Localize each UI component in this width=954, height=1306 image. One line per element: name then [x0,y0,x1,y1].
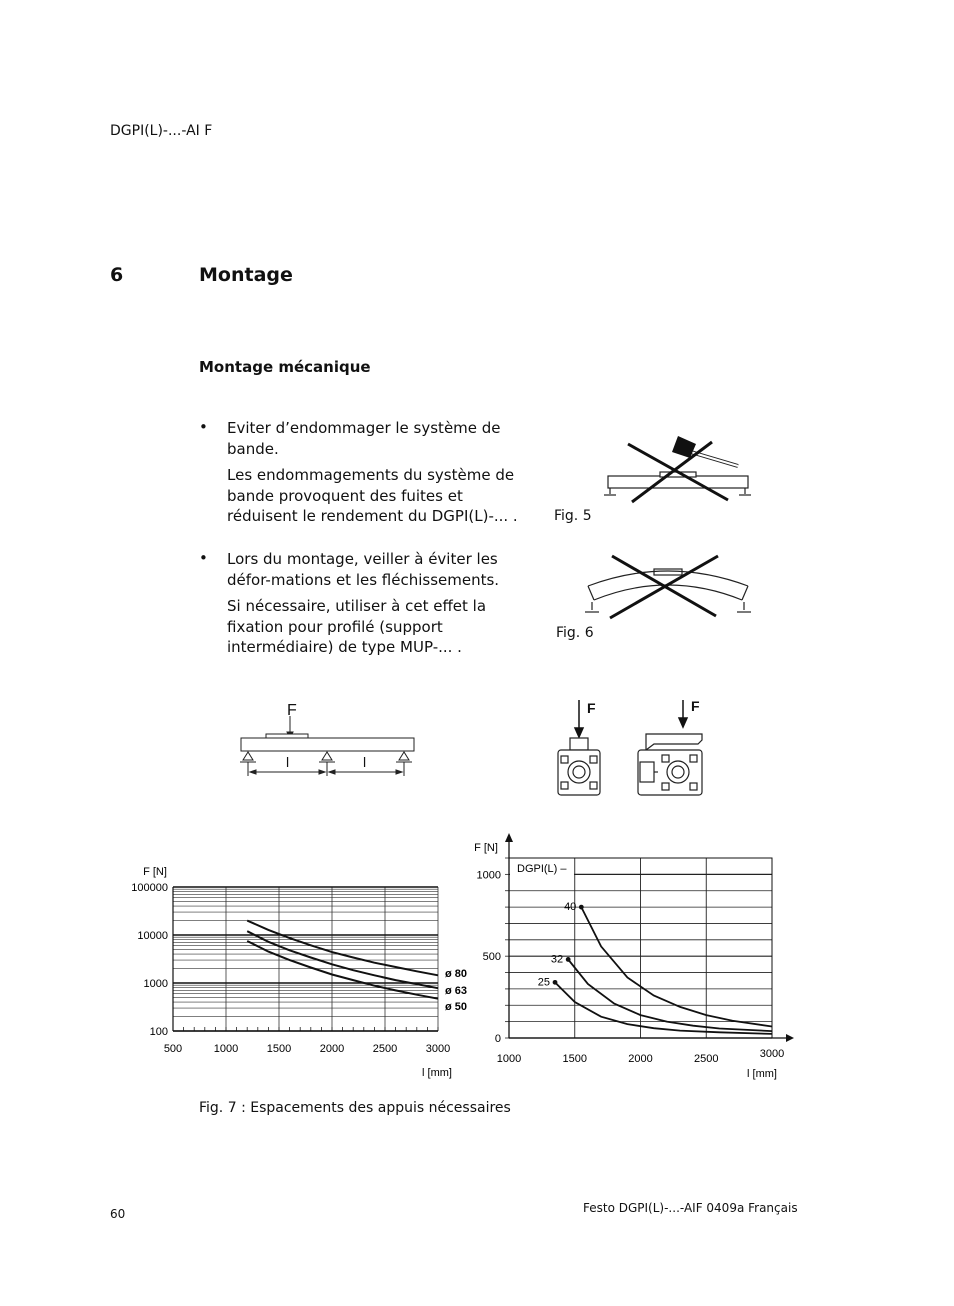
x-tick-label: 3000 [425,1043,451,1055]
beam-profile [241,738,414,751]
x-tick-label: 2500 [694,1053,719,1065]
cross-mark-icon [610,556,718,618]
support-spacing-chart-log [100,850,480,1090]
fig6-bent-beam [585,569,751,612]
x-tick-label: 1000 [496,1053,522,1065]
footer-text: Festo DGPI(L)-...-AIF 0409a Français [583,1201,798,1215]
bullet-detail-text: Si nécessaire, utiliser à cet effet la fixation pour profilé (support intermédiaire) de type MUP-... . [227,597,487,656]
profile-force-label: F [587,700,596,716]
x-tick-label: 2500 [372,1043,398,1055]
figure-5-label: Fig. 5 [554,508,592,524]
x-tick-label: 2000 [628,1053,653,1065]
support-triangle-icon [396,752,412,762]
support-triangle-icon [319,752,335,762]
chart-title: DGPI(L) – [517,863,567,875]
y-axis-label: F [N] [143,866,167,878]
series-start-point [579,905,584,910]
figure-6-label: Fig. 6 [556,625,594,641]
y-tick-label: 1000 [143,978,168,990]
page-number: 60 [110,1207,126,1221]
support-spacing-chart-linear [470,832,810,1090]
hammer-icon [672,436,738,466]
bullet-lead-text: Eviter d’endommager le système de bande. [227,419,501,458]
series-label: 25 [537,976,551,989]
series-line [581,907,772,1026]
force-arrow-icon [575,700,687,737]
x-tick-label: 1500 [562,1053,587,1065]
figure-6-bent-beam-illustration [580,548,760,622]
series-label: ø 80 [445,968,468,980]
profile-cross-section-diagram [550,698,710,800]
x-axis-label: l [mm] [747,1068,777,1080]
section-title: Montage [199,264,293,286]
section-number: 6 [110,264,124,286]
series-start-point [553,980,558,985]
x-tick-label: 1000 [213,1043,239,1055]
bullet-lead-text: Lors du montage, veiller à éviter les défor-mations et les fléchissements. [227,550,500,589]
profile-cross-section [558,738,600,795]
profile-cross-section [638,734,702,795]
y-tick-label: 500 [482,951,501,964]
bullet-marker: • [199,418,208,436]
beam-span-diagram [236,712,422,778]
series-label: 32 [550,953,564,966]
x-axis-arrow [786,1034,794,1042]
x-tick-label: 2000 [319,1043,345,1055]
subsection-title: Montage mécanique [199,358,371,376]
x-tick-label: 3000 [759,1048,785,1060]
series-label: ø 50 [445,1001,468,1013]
span-label: l [363,754,367,770]
series-start-point [566,957,571,962]
y-tick-label: 100000 [131,882,168,894]
span-label: l [286,754,290,770]
document-header: DGPI(L)-...-AI F [110,123,213,139]
series-label: 40 [564,901,577,914]
y-tick-label: 0 [494,1033,501,1045]
profile-force-label: F [691,698,700,714]
fig5-beam [604,472,751,495]
y-tick-label: 10000 [137,930,168,942]
x-axis-label: l [mm] [422,1067,452,1079]
y-axis-label: F [N] [474,842,498,854]
support-triangle-icon [240,752,256,762]
figure-5-hammer-illustration [600,432,760,504]
series-line [568,960,772,1032]
y-axis-arrow [505,833,513,842]
figure-7-caption: Fig. 7 : Espacements des appuis nécessaires [199,1100,511,1116]
bullet-marker: • [199,549,208,567]
beam-force-label: F [287,702,297,719]
series-label: ø 63 [445,985,468,997]
x-tick-label: 1500 [266,1043,292,1055]
y-tick-label: 1000 [476,869,501,882]
bullet-detail-text: Les endommagements du système de bande provoquent des fuites et réduisent le rendement du DGPI(L)-... . [227,466,518,525]
series-line [555,982,772,1034]
y-tick-label: 100 [149,1026,168,1038]
x-tick-label: 500 [163,1043,183,1055]
